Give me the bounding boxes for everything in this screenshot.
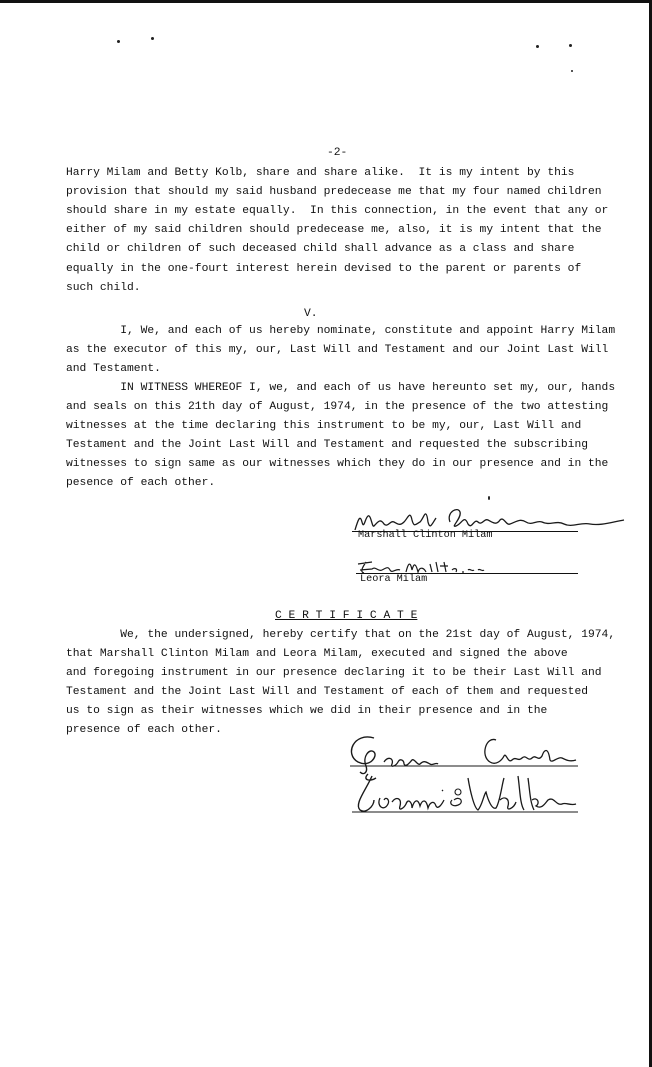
signature-witness-george-cormack [344,726,584,776]
text-line: provision that should my said husband predecease me that my four named children [66,186,602,199]
text-line: us to sign as their witnesses which we did in their presence and in the [66,705,548,717]
text-line: and seals on this 21th day of August, 1974, in the presence of the two attesting [66,401,609,413]
text-line: presence of each other. [66,724,222,736]
text-line: IN WITNESS WHEREOF I, we, and each of us have hereunto set my, our, hands [66,382,616,394]
text-line: witnesses at the time declaring this instrument to be my, our, Last Will and [66,420,582,432]
text-line: We, the undersigned, hereby certify that on the 21st day of August, 1974, [66,629,616,641]
text-line: I, We, and each of us hereby nominate, constitute and appoint Harry Milam [66,325,616,337]
text-line: Testament and the Joint Last Will and Testament of each of them and requested [66,686,589,698]
text-line: equally in the one-fourt interest herein devised to the parent or parents of [66,262,582,275]
scan-speck [536,45,539,48]
text-line: should share in my estate equally. In this connection, in the event that any or [66,205,609,218]
text-line: and Testament. [66,363,161,375]
page-number: -2- [327,147,348,159]
signer-name-testator-2: Leora Milam [360,574,428,585]
text-line: child or children of such deceased child shall advance as a class and share [66,243,575,256]
text-line: either of my said children should predecease me, also, it is my intent that the [66,224,602,237]
text-line: that Marshall Clinton Milam and Leora Milam, executed and signed the above [66,648,568,660]
text-line: and foregoing instrument in our presence declaring it to be their Last Will and [66,667,602,679]
signature-witness-joannie-walker [350,770,580,818]
top-border [0,0,652,3]
text-line: witnesses to sign same as our witnesses which they do in our presence and in the [66,458,609,470]
scan-speck [569,44,572,47]
text-line: Testament and the Joint Last Will and Testament and requested the subscribing [66,439,589,451]
scan-speck [117,40,120,43]
text-line: Harry Milam and Betty Kolb, share and share alike. It is my intent by this [66,167,575,179]
text-line: as the executor of this my, our, Last Will and Testament and our Joint Last Will [66,344,609,356]
text-line: pesence of each other. [66,477,216,489]
scan-speck [151,37,154,40]
signer-name-testator-1: Marshall Clinton Milam [358,530,493,541]
text-line: such child. [66,281,141,294]
scan-speck [571,70,573,72]
certificate-heading: C E R T I F I C A T E [275,610,418,622]
article-number: V. [304,308,318,320]
